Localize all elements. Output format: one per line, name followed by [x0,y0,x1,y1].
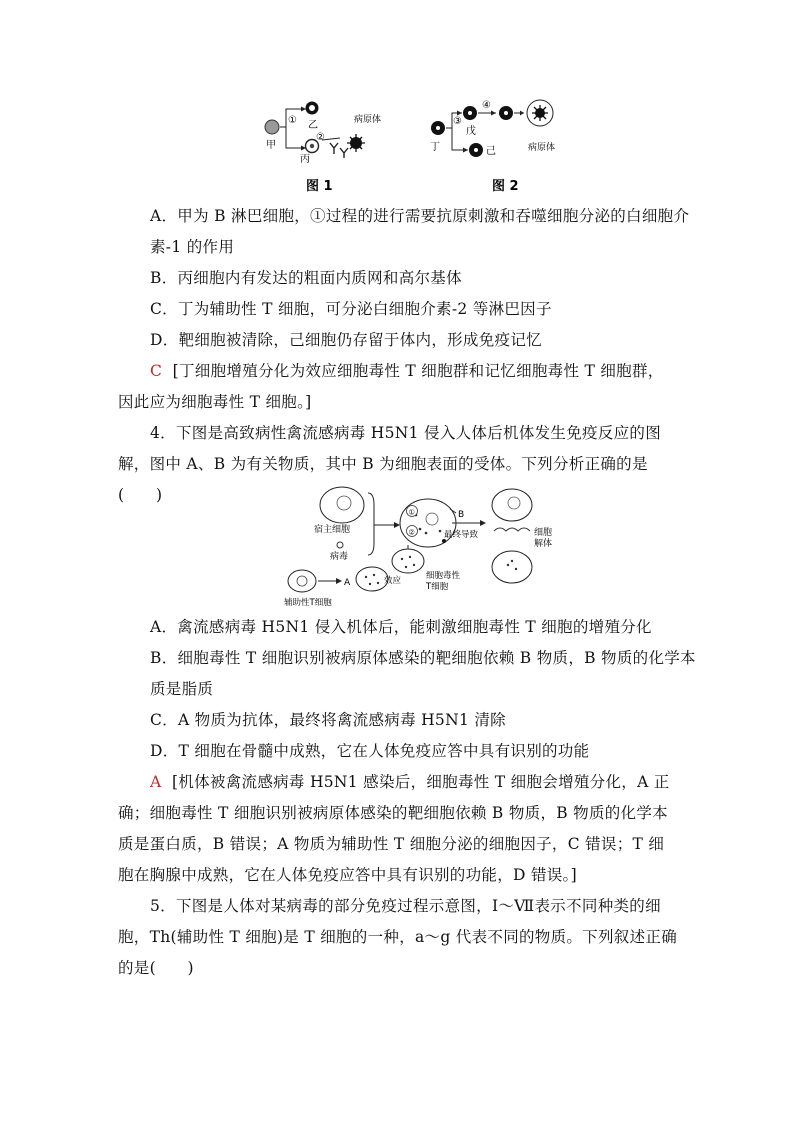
q3-option-a [118,201,710,263]
label-bing: 丙 [300,154,310,165]
q5-stem-text: 5．下图是人体对某病毒的部分免疫过程示意图，Ⅰ～Ⅶ表示不同种类的细胞，Th(辅助性 T 细胞)是 T 细胞的一种，a～g 代表不同的物质。下列叙述正确的是( ) [118,897,677,977]
q4-answer [118,767,678,891]
q4-circle-2: ② [408,528,415,537]
label-ding: 丁 [430,142,440,153]
q3-answer [118,356,678,418]
q4-label-a: A [344,578,351,588]
label-wu: 戊 [466,126,476,137]
q4-option-a [118,612,710,643]
q4-stem-text: 4．下图是高致病性禽流感病毒 H5N1 侵入人体后机体发生免疫反应的图解，图中 A、B 为有关物质，其中 B 为细胞表面的受体。下列分析正确的是( ) [118,424,662,504]
q4-option-a-text: A．禽流感病毒 H5N1 侵入机体后，能刺激细胞毒性 T 细胞的增殖分化 [150,618,652,636]
figure-2-diagram [426,98,586,198]
label-step1: ① [288,115,297,126]
q4-label-lysis-2: 解体 [534,539,553,549]
label-jia: 甲 [266,140,276,151]
label-yi: 乙 [308,120,318,131]
q4-answer-explanation: [机体被禽流感病毒 H5N1 感染后，细胞毒性 T 细胞会增殖分化，A 正确；细胞毒性 T 细胞识别被病原体感染的靶细胞依赖 B 物质，B 物质的化学本质是蛋白质，B 错误；A 物质为辅助性 T 细胞分泌的细胞因子，C 错误；T 细胞在胸腺中成熟，它在人体免疫应答中具有识别的功能，D 错误。] [118,773,670,884]
q3-option-b [118,263,710,294]
q3-option-b-text: B．丙细胞内有发达的粗面内质网和高尔基体 [150,269,462,287]
q3-answer-explanation: [丁细胞增殖分化为效应细胞毒性 T 细胞群和记忆细胞毒性 T 细胞群，因此应为细胞毒性 T 细胞。] [118,362,664,411]
q4-label-host: 宿主细胞 [314,525,351,535]
label-step4: ④ [482,100,491,111]
figure-1 [258,98,398,198]
q4-option-b [118,643,710,705]
q4-diagram [280,485,580,610]
q3-option-a-text: A．甲为 B 淋巴细胞，①过程的进行需要抗原刺激和吞噬细胞分泌的白细胞介素-1 的作用 [150,207,690,256]
label-step2: ② [316,132,325,143]
label-ji: 己 [486,146,496,157]
q4-label-ctl-1: 细胞毒性 [426,571,461,581]
q3-option-d [118,325,710,356]
q4-option-c-text: C．A 物质为抗体，最终将禽流感病毒 H5N1 清除 [150,711,506,729]
q4-label-b: B [458,510,465,520]
q3-answer-letter: C [150,362,163,380]
figure-1-diagram [258,98,398,198]
caption-fig1: 图 1 [306,179,333,194]
q4-label-ctl-2: T细胞 [426,582,449,592]
q4-label-final: 最终导致 [444,530,479,540]
label-step3: ③ [453,116,462,127]
q4-circle-1: ① [408,508,415,517]
q4-diagram-svg [280,485,580,610]
q4-option-d-text: D．T 细胞在骨髓中成熟，它在人体免疫应答中具有识别的功能 [150,742,590,760]
q4-label-effector: 效应 [384,576,402,586]
q3-option-c [118,294,710,325]
q4-label-helper: 辅助性T细胞 [284,598,332,608]
q4-option-d [118,736,710,767]
q5-stem [118,891,678,984]
q3-option-d-text: D．靶细胞被清除，己细胞仍存留于体内，形成免疫记忆 [150,331,542,349]
q4-answer-letter: A [150,773,162,791]
q3-option-c-text: C．丁为辅助性 T 细胞，可分泌白细胞介素-2 等淋巴因子 [150,300,552,318]
q4-option-c [118,705,710,736]
label-pathogen-1: 病原体 [354,115,382,125]
figure-2 [426,98,586,198]
q4-option-b-text: B．细胞毒性 T 细胞识别被病原体感染的靶细胞依赖 B 物质，B 物质的化学本质是脂质 [150,649,696,698]
label-pathogen-2: 病原体 [528,143,556,153]
q4-label-lysis-1: 细胞 [534,528,553,538]
caption-fig2: 图 2 [492,179,519,194]
q4-label-virus: 病毒 [330,552,349,562]
